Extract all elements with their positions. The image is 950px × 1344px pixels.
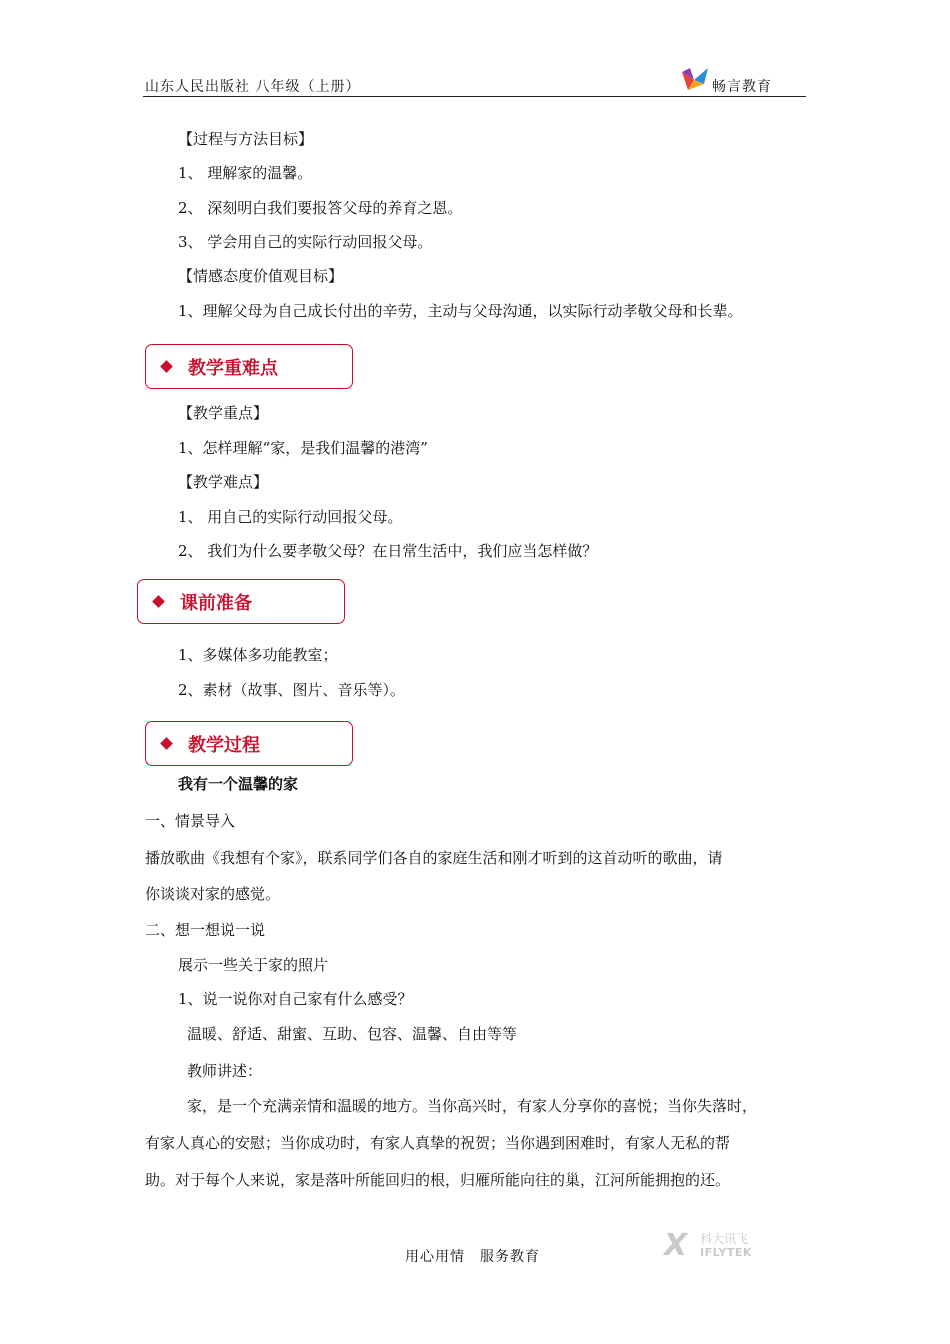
header-brand: 畅言教育 xyxy=(712,79,772,95)
paragraph-line: 展示一些关于家的照片 xyxy=(178,956,329,974)
paragraph-line: 播放歌曲《我想有个家》，联系同学们各自的家庭生活和刚才听到的这首动听的歌曲，请 xyxy=(145,849,723,867)
process-goal-item: 1、 理解家的温馨。 xyxy=(178,164,313,182)
focus-heading: 【教学重点】 xyxy=(178,404,269,422)
preparation-item: 2、素材（故事、图片、音乐等）。 xyxy=(178,681,406,699)
section-title: 课前准备 xyxy=(180,592,252,614)
emotion-goals-heading: 【情感态度价值观目标】 xyxy=(178,267,344,285)
difficulty-item: 2、 我们为什么要孝敬父母？在日常生活中，我们应当怎样做？ xyxy=(178,542,598,560)
diamond-bullet-icon xyxy=(152,595,165,608)
lesson-title: 我有一个温馨的家 xyxy=(178,775,299,793)
section-header-process xyxy=(145,721,353,766)
paragraph-line: 有家人真心的安慰；当你成功时，有家人真挚的祝贺；当你遇到困难时，有家人无私的帮 xyxy=(145,1134,731,1152)
diamond-bullet-icon xyxy=(160,737,173,750)
header-publisher: 山东人民出版社 八年级（上册） xyxy=(145,79,361,95)
answer-line: 温暖、舒适、甜蜜、互助、包容、温馨、自由等等 xyxy=(187,1025,518,1043)
header-divider xyxy=(143,96,806,97)
changyan-logo-icon xyxy=(678,66,712,94)
footer-slogan: 用心用情 服务教育 xyxy=(405,1249,540,1265)
focus-item: 1、怎样理解“家，是我们温馨的港湾” xyxy=(178,439,428,457)
difficulty-heading: 【教学难点】 xyxy=(178,473,269,491)
process-goal-item: 3、 学会用自己的实际行动回报父母。 xyxy=(178,233,433,251)
step-title: 一、情景导入 xyxy=(145,812,236,830)
paragraph-line: 助。对于每个人来说，家是落叶所能回归的根，归雁所能向往的巢，江河所能拥抱的还。 xyxy=(145,1171,731,1189)
iflytek-logo-icon: X xyxy=(664,1228,688,1263)
diamond-bullet-icon xyxy=(160,360,173,373)
section-title: 教学过程 xyxy=(188,734,260,756)
process-goals-heading: 【过程与方法目标】 xyxy=(178,130,314,148)
watermark-brand-en: IFLYTEK xyxy=(700,1246,752,1259)
preparation-item: 1、多媒体多功能教室； xyxy=(178,646,338,664)
emotion-goal-item: 1、理解父母为自己成长付出的辛劳，主动与父母沟通，以实际行动孝敬父母和长辈。 xyxy=(178,302,743,320)
section-header-preparation xyxy=(137,579,345,624)
difficulty-item: 1、 用自己的实际行动回报父母。 xyxy=(178,508,403,526)
paragraph-line: 家，是一个充满亲情和温暖的地方。当你高兴时，有家人分享你的喜悦；当你失落时， xyxy=(187,1097,758,1115)
section-header-key-points xyxy=(145,344,353,389)
watermark-brand-cn: 科大讯飞 xyxy=(700,1232,749,1246)
step-title: 二、想一想说一说 xyxy=(145,921,266,939)
paragraph-line: 你谈谈对家的感觉。 xyxy=(145,885,281,903)
process-goal-item: 2、 深刻明白我们要报答父母的养育之恩。 xyxy=(178,199,463,217)
teacher-label: 教师讲述： xyxy=(187,1062,263,1080)
section-title: 教学重难点 xyxy=(188,357,278,379)
question-item: 1、说一说你对自己家有什么感受？ xyxy=(178,990,413,1008)
